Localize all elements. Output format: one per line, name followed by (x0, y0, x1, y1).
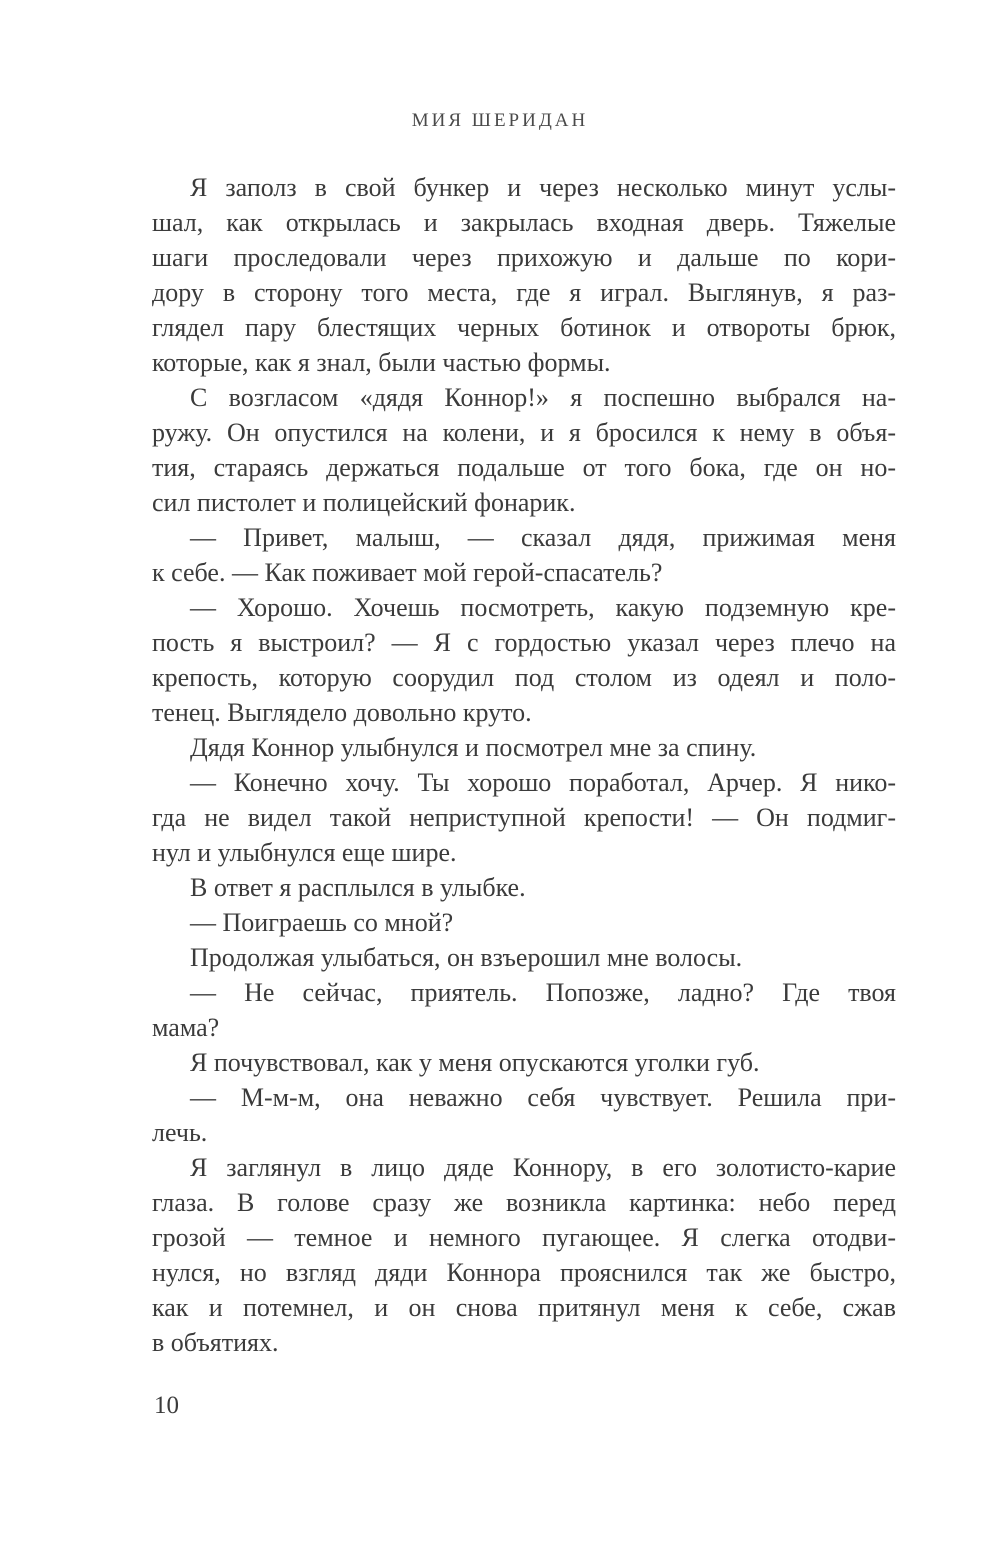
text-line: лечь. (152, 1118, 208, 1147)
text-line: дору в сторону того места, где я играл. Выглянув, я раз- (152, 278, 896, 307)
text-line: Продолжая улыбаться, он взъерошил мне волосы. (190, 943, 743, 972)
text-line: шал, как открылась и закрылась входная дверь. Тяжелые (152, 208, 896, 237)
text-line: Дядя Коннор улыбнулся и посмотрел мне за спину. (190, 733, 757, 762)
text-line: гда не видел такой неприступной крепости! — Он подмиг- (152, 803, 896, 832)
text-line: глаза. В голове сразу же возникла картинка: небо перед (152, 1188, 896, 1217)
text-line: Я заполз в свой бункер и через несколько минут услы- (190, 173, 896, 202)
text-line: грозой — темное и немного пугающее. Я слегка отодви- (152, 1223, 896, 1252)
text-line: — Конечно хочу. Ты хорошо поработал, Арчер. Я нико- (190, 768, 896, 797)
text-line: — Привет, малыш, — сказал дядя, прижимая меня (190, 523, 896, 552)
text-line: нул и улыбнулся еще шире. (152, 838, 457, 867)
text-line: в объятиях. (152, 1328, 279, 1357)
text-line: нулся, но взгляд дяди Коннора прояснился так же быстро, (152, 1258, 896, 1287)
text-line: тенец. Выглядело довольно круто. (152, 698, 532, 727)
page-number: 10 (154, 1392, 179, 1419)
text-line: к себе. — Как поживает мой герой-спасатель? (152, 558, 663, 587)
text-line: ружу. Он опустился на колени, и я бросился к нему в объя- (152, 418, 896, 447)
text-line: Я почувствовал, как у меня опускаются уголки губ. (190, 1048, 760, 1077)
text-line: — Не сейчас, приятель. Попозже, ладно? Где твоя (190, 978, 896, 1007)
running-header: МИЯ ШЕРИДАН (411, 110, 589, 131)
text-line: сил пистолет и полицейский фонарик. (152, 488, 576, 517)
text-line: пость я выстроил? — Я с гордостью указал через плечо на (152, 628, 896, 657)
text-line: — Поиграешь со мной? (190, 908, 454, 937)
text-line: глядел пару блестящих черных ботинок и отвороты брюк, (152, 313, 896, 342)
text-line: С возгласом «дядя Коннор!» я поспешно выбрался на- (190, 383, 896, 412)
text-line: которые, как я знал, были частью формы. (152, 348, 611, 377)
text-line: — М-м-м, она неважно себя чувствует. Решила при- (190, 1083, 896, 1112)
text-line: тия, стараясь держаться подальше от того бока, где он но- (152, 453, 896, 482)
text-line: крепость, которую соорудил под столом из одеял и поло- (152, 663, 896, 692)
text-line: В ответ я расплылся в улыбке. (190, 873, 526, 902)
text-line: мама? (152, 1013, 220, 1042)
text-line: как и потемнел, и он снова притянул меня к себе, сжав (152, 1293, 896, 1322)
text-line: — Хорошо. Хочешь посмотреть, какую подземную кре- (190, 593, 896, 622)
text-line: Я заглянул в лицо дяде Коннору, в его золотисто-карие (190, 1153, 896, 1182)
text-line: шаги проследовали через прихожую и дальше по кори- (152, 243, 896, 272)
text-block (152, 170, 896, 1360)
